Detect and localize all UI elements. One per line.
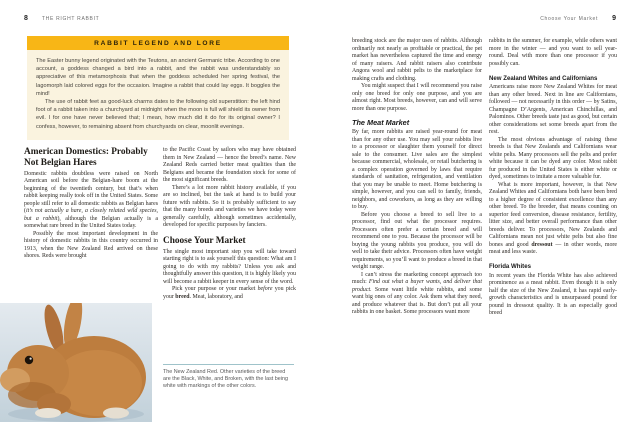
lore-paragraph: The use of rabbit feet as good-luck charms dates to the following old superstition: the left hind foot of a rabbit taken into a churchyard at midnight when the moon is full will shield its owner from evil. I for one have never believed that; I mean, how much did it do for its original owner? I confess, however, to remaining absent from churchyards on clear, moonlit evenings. [36,99,280,130]
section-heading-choose-your-market: Choose Your Market [163,235,246,246]
paragraph: breeding stock are the major uses of rabbits. Although ordinarily not nearly as profitable or practical, the pet market has nevertheless captured the time and energy of many raisers. And rabbit raisers also contribute Angora wool and rabbit pelts to the marketplace for making crafts and clothing. [352,38,482,82]
subheading-florida-whites: Florida Whites [489,263,531,270]
page-number-left: 8 [24,15,28,22]
running-head-left-title: THE RIGHT RABBIT [41,16,100,22]
running-head-right [540,15,616,22]
lore-box [27,50,289,140]
rabbit-rear-paw [103,408,129,419]
photo-caption: The New Zealand Red. Other varieties of the breed are the Black, White, and Broken, with the last being white with markings of the other colors. [163,369,288,390]
running-head-left [24,15,99,22]
paragraph: What is more important, however, is that New Zealand Whites and Californians both have been bred to a higher degree of consistent excellence than any other breed. To the breeder, that means counting on superior feed conversion, disease resistance, fertility, litter size, and better overall performance than other breeds deliver. To processors, New Zealands and Californians mean not just white pelts but also fine bones and good dressout — in other words, more meat and less waste. [489,181,617,255]
rabbit-eye-highlight [30,358,32,360]
paragraph: Possibly the most important development in the history of domestic rabbits in this country occurred in 1913, when the New Zealand Red arrived on these shores. Reds were brought [24,230,158,260]
right-page-column-1 [352,38,482,317]
paragraph: rabbits in the summer, for example, while others want more in the winter — and you want to sell year-round. Deal with more than one processor if you possibly can. [489,38,617,67]
rabbit-photo [0,303,152,422]
paragraph: Pick your purpose or your market before you pick your breed. Meat, laboratory, and [163,286,296,300]
paragraph: Before you choose a breed to sell live to a processor, find out what the processor requires. Processors often prefer a certain breed and will recommend one to you. Because the processor will be buying the young rabbits you produce, you will do well to take their advice. Processors often have weight requirements, so you’ll want to produce a breed in that weight range. [352,211,482,270]
left-page-column-2 [163,147,296,301]
rabbit-illustration [0,303,152,422]
lore-box-title-bar [27,36,289,50]
running-head-right-title: Choose Your Market [540,16,599,22]
photo-caption-block [163,364,294,390]
left-page-column-1 [24,147,158,261]
paragraph: The single most important step you will take toward starting right is to ask yourself this question: What am I going to do with my rabbits? Unless you ask and thoughtfully answer this question, it is highly likely you will become a rabbit keeper in every sense of the word. [163,248,296,285]
paragraph: You might suspect that I will recommend you raise only one breed for only one purpose, and you are almost right. Most breeds, however, can and will serve more than one purpose. [352,83,482,112]
section-heading-the-meat-market: The Meat Market [352,118,410,127]
section-heading-american-domestics: American Domestics: Probably Not Belgian Hares [24,147,148,168]
caption-rule [163,364,294,365]
paragraph: Domestic rabbits doubtless were raised on North American soil before the Belgian-hare boom at the beginning of the twentieth century, but that’s when rabbit keeping really took off in the United States. Some people still refer to all domestic rabbits as Belgian hares (it’s not actually a hare, a closely related wild species, but a rabbit), although the Belgian actually is a somewhat rare breed in the United States today. [24,170,158,230]
lore-paragraph: The Easter bunny legend originated with the Teutons, an ancient Germanic tribe. According to one account, a goddess changed a bird into a rabbit, and the rabbit was understandably so appreciative of this metamorphosis that when the goddess scheduled her spring festival, the lagomorph laid colored eggs for the occasion. Imagine a rabbit that could lay eggs. It boggles the mind! [36,58,280,97]
paragraph: There’s a lot more rabbit history available, if you are so inclined, but the task at hand is to build your future with rabbits. So it is probably sufficient to say that the many breeds and varieties we have today were generally carefully, although sometimes accidentally, developed for specific purposes by fanciers. [163,184,296,228]
rabbit-eye [25,356,33,364]
paragraph: By far, more rabbits are raised year-round for meat than for any other use. You may sell your rabbits live to a processor or slaughter them yourself for direct sale to the consumer. Live sales are the simplest because commercial, wholesale, or retail butchering is a complex operation governed by laws that require standards of sanitation, refrigeration, and ventilation that you may be unable to meet. Home butchering is simple, however, and you can sell to family, friends, neighbors, and coworkers, as long as they are willing to buy. [352,129,482,210]
paragraph: In recent years the Florida White has also achieved prominence as a meat rabbit. Even though it is only half the size of the New Zealand, it has rapid early-growth characteristics and is unsurpassed pound for pound in dressout quality. It is an especially good breed [489,272,617,316]
right-page-column-2 [489,38,617,318]
paragraph: Americans raise more New Zealand Whites for meat than any other breed. Next in line are Californians, followed — not necessarily in this order — by Satins, Champagne D’Argents, American Chinchillas, and Palominos. Other breeds taste just as good, but certain other considerations set some breeds apart from the rest. [489,84,617,135]
paragraph: The most obvious advantage of raising these breeds is that New Zealands and Californians wear white pelts. Many processors sell the pelts and prefer white because it can be dyed any color. Most rabbit fur produced in the United States is either white or dyed, sometimes to imitate a more valuable fur. [489,136,617,180]
paragraph: to the Pacific Coast by sailors who may have obtained them in New Zealand — hence the breed’s name. New Zealand Reds carried better meat qualities than the Belgians and became the foundation stock for some of the most significant breeds. [163,147,296,183]
page-number-right: 9 [612,15,616,22]
lore-box-title: RABBIT LEGEND AND LORE [94,39,222,47]
subheading-new-zealand-whites-californians: New Zealand Whites and Californians [489,74,598,82]
rabbit-front-paw [35,408,61,418]
paragraph: I can’t stress the marketing concept approach too much: Find out what a buyer wants, and deliver that product. Some want little white rabbits, and some want big ones of any color. Ask them what they need, and produce whatever that is. But don’t put all your rabbits in one basket. Some processors want more [352,271,483,315]
